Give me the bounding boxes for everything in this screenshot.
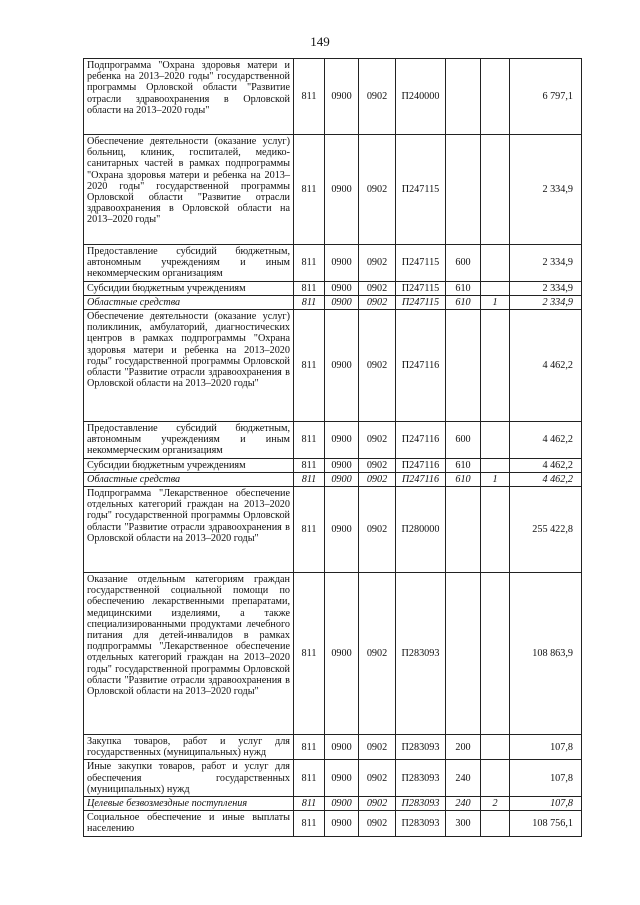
- subsection-code: 0902: [359, 281, 396, 295]
- funding-source-code: [481, 760, 510, 797]
- target-article-code: П283093: [396, 735, 446, 760]
- expense-type-code: [446, 573, 481, 735]
- item-name: Социальное обеспечение и иные выплаты населению: [84, 811, 294, 836]
- table-row: [84, 295, 582, 309]
- amount: 107,8: [510, 760, 582, 797]
- section-code: 0900: [325, 245, 359, 282]
- expense-type-code: 610: [446, 458, 481, 472]
- item-name: Субсидии бюджетным учреждениям: [84, 281, 294, 295]
- funding-source-code: [481, 573, 510, 735]
- table-row: [84, 573, 582, 735]
- admin-code: 811: [294, 422, 325, 459]
- table-row: [84, 458, 582, 472]
- funding-source-code: [481, 245, 510, 282]
- subsection-code: 0902: [359, 458, 396, 472]
- expense-type-code: [446, 59, 481, 135]
- table-row: [84, 760, 582, 797]
- target-article-code: П247115: [396, 281, 446, 295]
- table-row: [84, 135, 582, 245]
- item-name: Субсидии бюджетным учреждениям: [84, 458, 294, 472]
- target-article-code: П283093: [396, 573, 446, 735]
- expense-type-code: 240: [446, 797, 481, 811]
- target-article-code: П247116: [396, 472, 446, 486]
- section-code: 0900: [325, 811, 359, 836]
- item-name: Областные средства: [84, 295, 294, 309]
- section-code: 0900: [325, 310, 359, 422]
- target-article-code: П247115: [396, 135, 446, 245]
- table-row: [84, 797, 582, 811]
- item-name: Целевые безвозмездные поступления: [84, 797, 294, 811]
- admin-code: 811: [294, 797, 325, 811]
- subsection-code: 0902: [359, 472, 396, 486]
- funding-source-code: [481, 135, 510, 245]
- subsection-code: 0902: [359, 135, 396, 245]
- target-article-code: П247115: [396, 295, 446, 309]
- subsection-code: 0902: [359, 797, 396, 811]
- section-code: 0900: [325, 295, 359, 309]
- admin-code: 811: [294, 760, 325, 797]
- section-code: 0900: [325, 422, 359, 459]
- section-code: 0900: [325, 487, 359, 573]
- section-code: 0900: [325, 735, 359, 760]
- expense-type-code: 600: [446, 245, 481, 282]
- subsection-code: 0902: [359, 811, 396, 836]
- funding-source-code: [481, 59, 510, 135]
- target-article-code: П283093: [396, 811, 446, 836]
- table-row: [84, 422, 582, 459]
- admin-code: 811: [294, 245, 325, 282]
- admin-code: 811: [294, 135, 325, 245]
- amount: 2 334,9: [510, 295, 582, 309]
- amount: 107,8: [510, 797, 582, 811]
- item-name: Подпрограмма "Охрана здоровья матери и ребенка на 2013–2020 годы" государственной программы Орловской области "Развитие отрасли здравоохранения в Орловской области на 2013–2020 годы": [84, 59, 294, 135]
- subsection-code: 0902: [359, 573, 396, 735]
- amount: 255 422,8: [510, 487, 582, 573]
- table-row: [84, 735, 582, 760]
- section-code: 0900: [325, 797, 359, 811]
- funding-source-code: [481, 487, 510, 573]
- admin-code: 811: [294, 281, 325, 295]
- target-article-code: П280000: [396, 487, 446, 573]
- target-article-code: П240000: [396, 59, 446, 135]
- section-code: 0900: [325, 760, 359, 797]
- item-name: Обеспечение деятельности (оказание услуг) поликлиник, амбулаторий, диагностических центров в рамках подпрограммы "Охрана здоровья матери и ребенка на 2013–2020 годы" государственной программы Орловской области "Развитие отрасли здравоохранения в Орловской области на 2013–2020 годы": [84, 310, 294, 422]
- section-code: 0900: [325, 281, 359, 295]
- page-number: 149: [310, 34, 330, 49]
- expense-type-code: 200: [446, 735, 481, 760]
- funding-source-code: [481, 458, 510, 472]
- funding-source-code: [481, 310, 510, 422]
- table-row: [84, 472, 582, 486]
- funding-source-code: [481, 735, 510, 760]
- amount: 4 462,2: [510, 422, 582, 459]
- amount: 108 863,9: [510, 573, 582, 735]
- expense-type-code: [446, 487, 481, 573]
- admin-code: 811: [294, 310, 325, 422]
- funding-source-code: 1: [481, 295, 510, 309]
- funding-source-code: [481, 422, 510, 459]
- expense-type-code: 610: [446, 472, 481, 486]
- table-row: [84, 487, 582, 573]
- admin-code: 811: [294, 458, 325, 472]
- subsection-code: 0902: [359, 295, 396, 309]
- table-row: [84, 281, 582, 295]
- section-code: 0900: [325, 135, 359, 245]
- budget-table: [83, 58, 582, 837]
- funding-source-code: [481, 811, 510, 836]
- amount: 4 462,2: [510, 458, 582, 472]
- funding-source-code: [481, 281, 510, 295]
- item-name: Предоставление субсидий бюджетным, автономным учреждениям и иным некоммерческим организациям: [84, 245, 294, 282]
- admin-code: 811: [294, 811, 325, 836]
- target-article-code: П247115: [396, 245, 446, 282]
- target-article-code: П283093: [396, 760, 446, 797]
- subsection-code: 0902: [359, 487, 396, 573]
- expense-type-code: [446, 310, 481, 422]
- item-name: Подпрограмма "Лекарственное обеспечение отдельных категорий граждан на 2013–2020 годы" государственной программы Орловской области "Развитие отрасли здравоохранения в Орловской области на 2013–2020 годы": [84, 487, 294, 573]
- table-row: [84, 245, 582, 282]
- section-code: 0900: [325, 472, 359, 486]
- amount: 4 462,2: [510, 472, 582, 486]
- item-name: Обеспечение деятельности (оказание услуг) больниц, клиник, госпиталей, медико-санитарных частей в рамках подпрограммы "Охрана здоровья матери и ребенка на 2013–2020 годы" государственной программы Орловской области "Развитие отрасли здравоохранения в Орловской области на 2013–2020 годы": [84, 135, 294, 245]
- subsection-code: 0902: [359, 735, 396, 760]
- admin-code: 811: [294, 573, 325, 735]
- expense-type-code: [446, 135, 481, 245]
- admin-code: 811: [294, 487, 325, 573]
- table-row: [84, 811, 582, 836]
- item-name: Иные закупки товаров, работ и услуг для обеспечения государственных (муниципальных) нужд: [84, 760, 294, 797]
- subsection-code: 0902: [359, 760, 396, 797]
- target-article-code: П247116: [396, 458, 446, 472]
- amount: 2 334,9: [510, 245, 582, 282]
- item-name: Областные средства: [84, 472, 294, 486]
- subsection-code: 0902: [359, 245, 396, 282]
- target-article-code: П247116: [396, 422, 446, 459]
- admin-code: 811: [294, 735, 325, 760]
- funding-source-code: 1: [481, 472, 510, 486]
- item-name: Закупка товаров, работ и услуг для государственных (муниципальных) нужд: [84, 735, 294, 760]
- table-row: [84, 59, 582, 135]
- subsection-code: 0902: [359, 310, 396, 422]
- funding-source-code: 2: [481, 797, 510, 811]
- target-article-code: П247116: [396, 310, 446, 422]
- amount: 2 334,9: [510, 135, 582, 245]
- subsection-code: 0902: [359, 422, 396, 459]
- admin-code: 811: [294, 59, 325, 135]
- section-code: 0900: [325, 59, 359, 135]
- admin-code: 811: [294, 472, 325, 486]
- amount: 108 756,1: [510, 811, 582, 836]
- item-name: Оказание отдельным категориям граждан государственной социальной помощи по обеспечению лекарственными препаратами, медицинскими изделиями, а также специализированными продуктами лечебного питания для детей-инвалидов в рамках подпрограммы "Лекарственное обеспечение отдельных категорий граждан на 2013–2020 годы" государственной программы Орловской области "Развитие отрасли здравоохранения в Орловской области на 2013–2020 годы": [84, 573, 294, 735]
- amount: 107,8: [510, 735, 582, 760]
- expense-type-code: 600: [446, 422, 481, 459]
- subsection-code: 0902: [359, 59, 396, 135]
- item-name: Предоставление субсидий бюджетным, автономным учреждениям и иным некоммерческим организациям: [84, 422, 294, 459]
- section-code: 0900: [325, 573, 359, 735]
- expense-type-code: 610: [446, 281, 481, 295]
- expense-type-code: 240: [446, 760, 481, 797]
- table-row: [84, 310, 582, 422]
- target-article-code: П283093: [396, 797, 446, 811]
- amount: 2 334,9: [510, 281, 582, 295]
- amount: 6 797,1: [510, 59, 582, 135]
- section-code: 0900: [325, 458, 359, 472]
- admin-code: 811: [294, 295, 325, 309]
- amount: 4 462,2: [510, 310, 582, 422]
- expense-type-code: 610: [446, 295, 481, 309]
- expense-type-code: 300: [446, 811, 481, 836]
